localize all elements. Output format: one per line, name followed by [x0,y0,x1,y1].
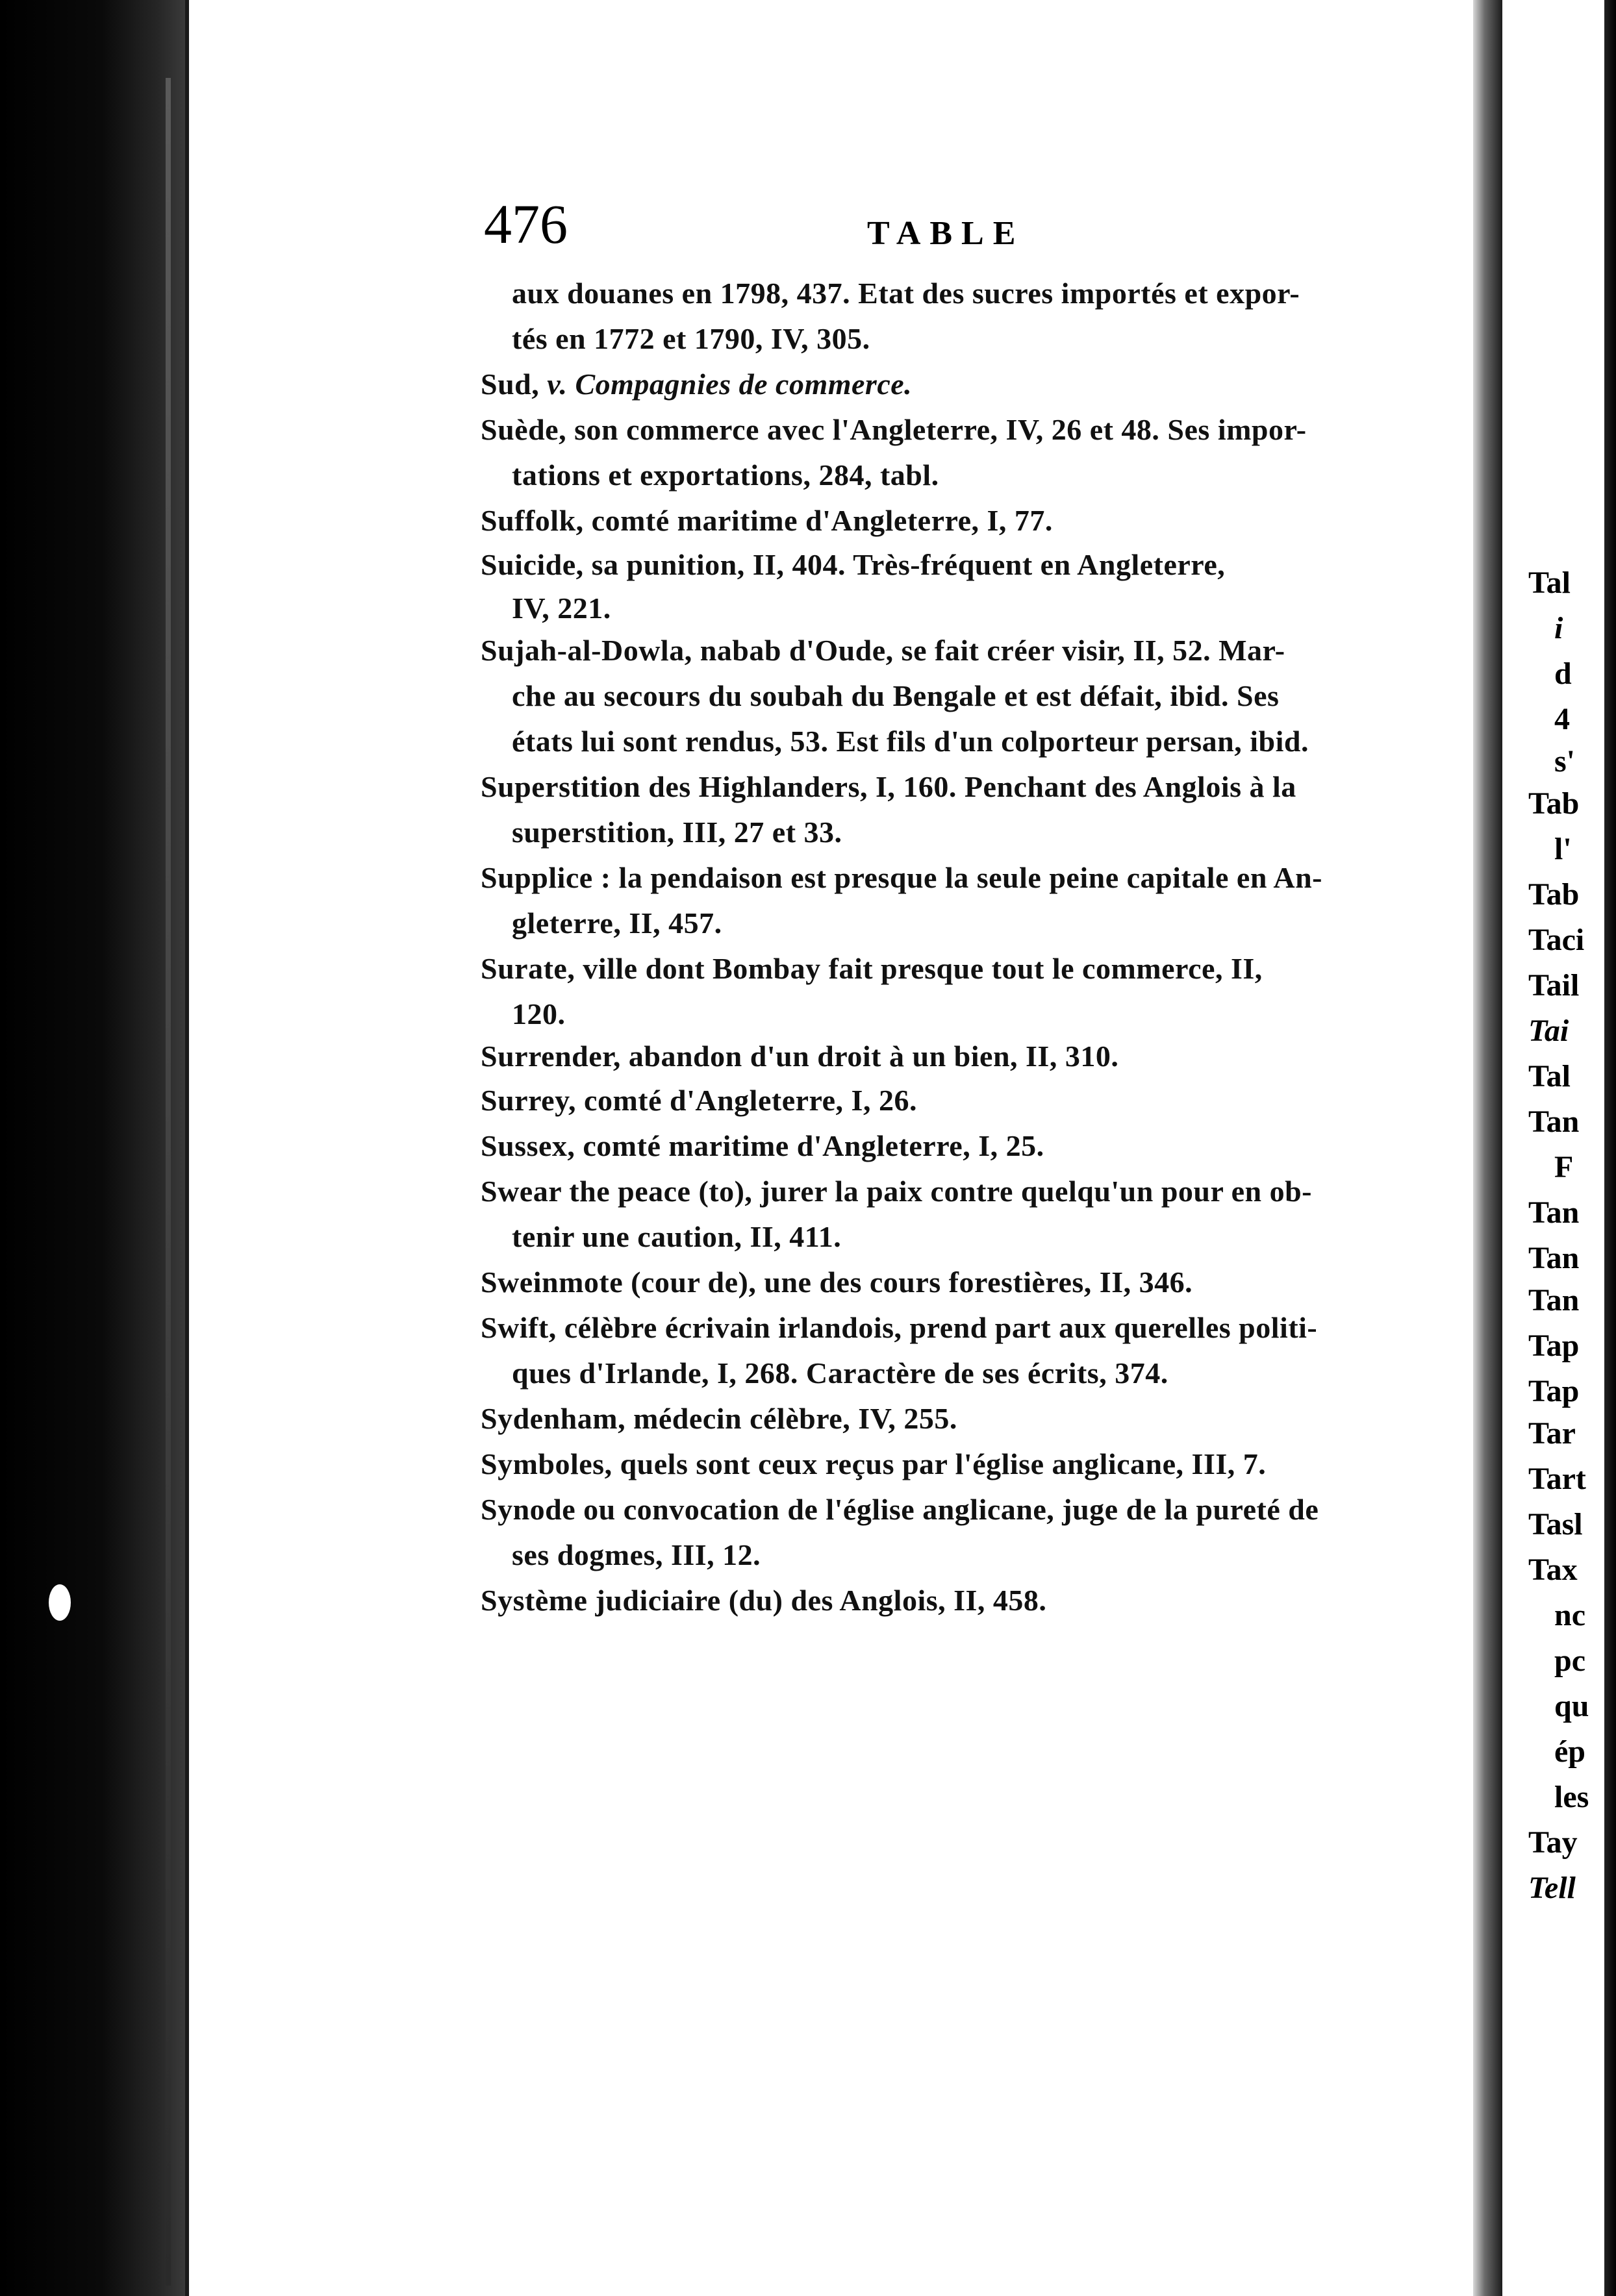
facing-line: ép [1554,1734,1585,1769]
facing-line: qu [1554,1689,1589,1723]
index-line: che au secours du soubah du Bengale et est défait, ibid. Ses [512,679,1280,712]
facing-line: l' [1554,832,1572,866]
index-line: Surrender, abandon d'un droit à un bien, II, 310. [481,1040,1119,1073]
index-line: Symboles, quels sont ceux reçus par l'église anglicane, III, 7. [481,1447,1267,1480]
gutter-shadow [166,78,171,2286]
facing-line: Tan [1528,1104,1580,1139]
running-head: TABLE [867,215,1025,252]
index-line: ques d'Irlande, I, 268. Caractère de ses écrits, 374. [512,1356,1168,1390]
index-line: Suicide, sa punition, II, 404. Très-fréquent en Angleterre, [481,548,1226,581]
facing-line: les [1554,1780,1589,1814]
facing-line: i [1554,611,1563,645]
facing-line: pc [1554,1643,1585,1678]
facing-line: Tax [1528,1553,1578,1587]
index-line: Suffolk, comté maritime d'Angleterre, I, 77. [481,504,1053,537]
index-line: aux douanes en 1798, 437. Etat des sucres importés et expor- [512,277,1300,310]
facing-page-edge [1604,0,1616,2296]
facing-line: Tell [1528,1871,1576,1905]
facing-line: Tay [1528,1825,1578,1860]
right-book-gutter [1473,0,1502,2296]
facing-line: Tai [1528,1014,1569,1048]
index-line-italic: v. Compagnies de commerce. [547,368,913,401]
index-line: 120. [512,997,566,1030]
facing-line: Tail [1528,968,1580,1003]
index-line: Swear the peace (to), jurer la paix contre quelqu'un pour en ob- [481,1175,1312,1208]
index-line: états lui sont rendus, 53. Est fils d'un colporteur persan, ibid. [512,725,1309,758]
index-line-lead: Sud, [481,368,548,401]
index-line: Système judiciaire (du) des Anglois, II, 458. [481,1584,1047,1617]
facing-line: Tal [1528,566,1571,600]
index-line-sud [481,367,912,401]
index-line: Sydenham, médecin célèbre, IV, 255. [481,1402,957,1435]
index-line: Sujah-al-Dowla, nabab d'Oude, se fait créer visir, II, 52. Mar- [481,634,1285,667]
index-line: Synode ou convocation de l'église anglicane, juge de la pureté de [481,1493,1319,1526]
index-line: ses dogmes, III, 12. [512,1538,761,1571]
left-book-gutter [0,0,185,2296]
page-number: 476 [484,193,568,255]
facing-line: Tan [1528,1283,1580,1317]
index-line: tés en 1772 et 1790, IV, 305. [512,322,870,355]
facing-line: 4 [1554,702,1570,736]
facing-page [1502,0,1616,2296]
index-line: Swift, célèbre écrivain irlandois, prend part aux querelles politi- [481,1311,1318,1344]
facing-line: F [1554,1150,1574,1184]
facing-line: Tap [1528,1329,1580,1363]
facing-line: s' [1554,744,1576,779]
facing-line: Tal [1528,1059,1571,1093]
index-line: Superstition des Highlanders, I, 160. Penchant des Anglois à la [481,770,1296,803]
facing-line: nc [1554,1598,1585,1632]
index-line: Supplice : la pendaison est presque la seule peine capitale en An- [481,861,1323,894]
margin-blotch [49,1584,71,1621]
facing-line: Tab [1528,877,1580,912]
facing-line: d [1554,656,1572,691]
index-line: IV, 221. [512,592,611,625]
facing-line: Tasl [1528,1507,1583,1541]
index-line: Suède, son commerce avec l'Angleterre, IV, 26 et 48. Ses impor- [481,413,1307,446]
index-line: Surate, ville dont Bombay fait presque tout le commerce, II, [481,952,1263,985]
facing-line: Tap [1528,1374,1580,1408]
facing-line: Tart [1528,1462,1586,1496]
index-line: tations et exportations, 284, tabl. [512,458,939,492]
index-line: superstition, III, 27 et 33. [512,816,842,849]
index-line: Sussex, comté maritime d'Angleterre, I, 25. [481,1129,1044,1162]
facing-line: Tar [1528,1416,1576,1451]
index-line: gleterre, II, 457. [512,906,722,940]
facing-line: Taci [1528,923,1585,957]
facing-line: Tan [1528,1241,1580,1275]
facing-line: Tan [1528,1195,1580,1230]
index-line: tenir une caution, II, 411. [512,1220,842,1253]
index-line: Surrey, comté d'Angleterre, I, 26. [481,1084,917,1117]
facing-line: Tab [1528,786,1580,821]
index-line: Sweinmote (cour de), une des cours forestières, II, 346. [481,1266,1193,1299]
